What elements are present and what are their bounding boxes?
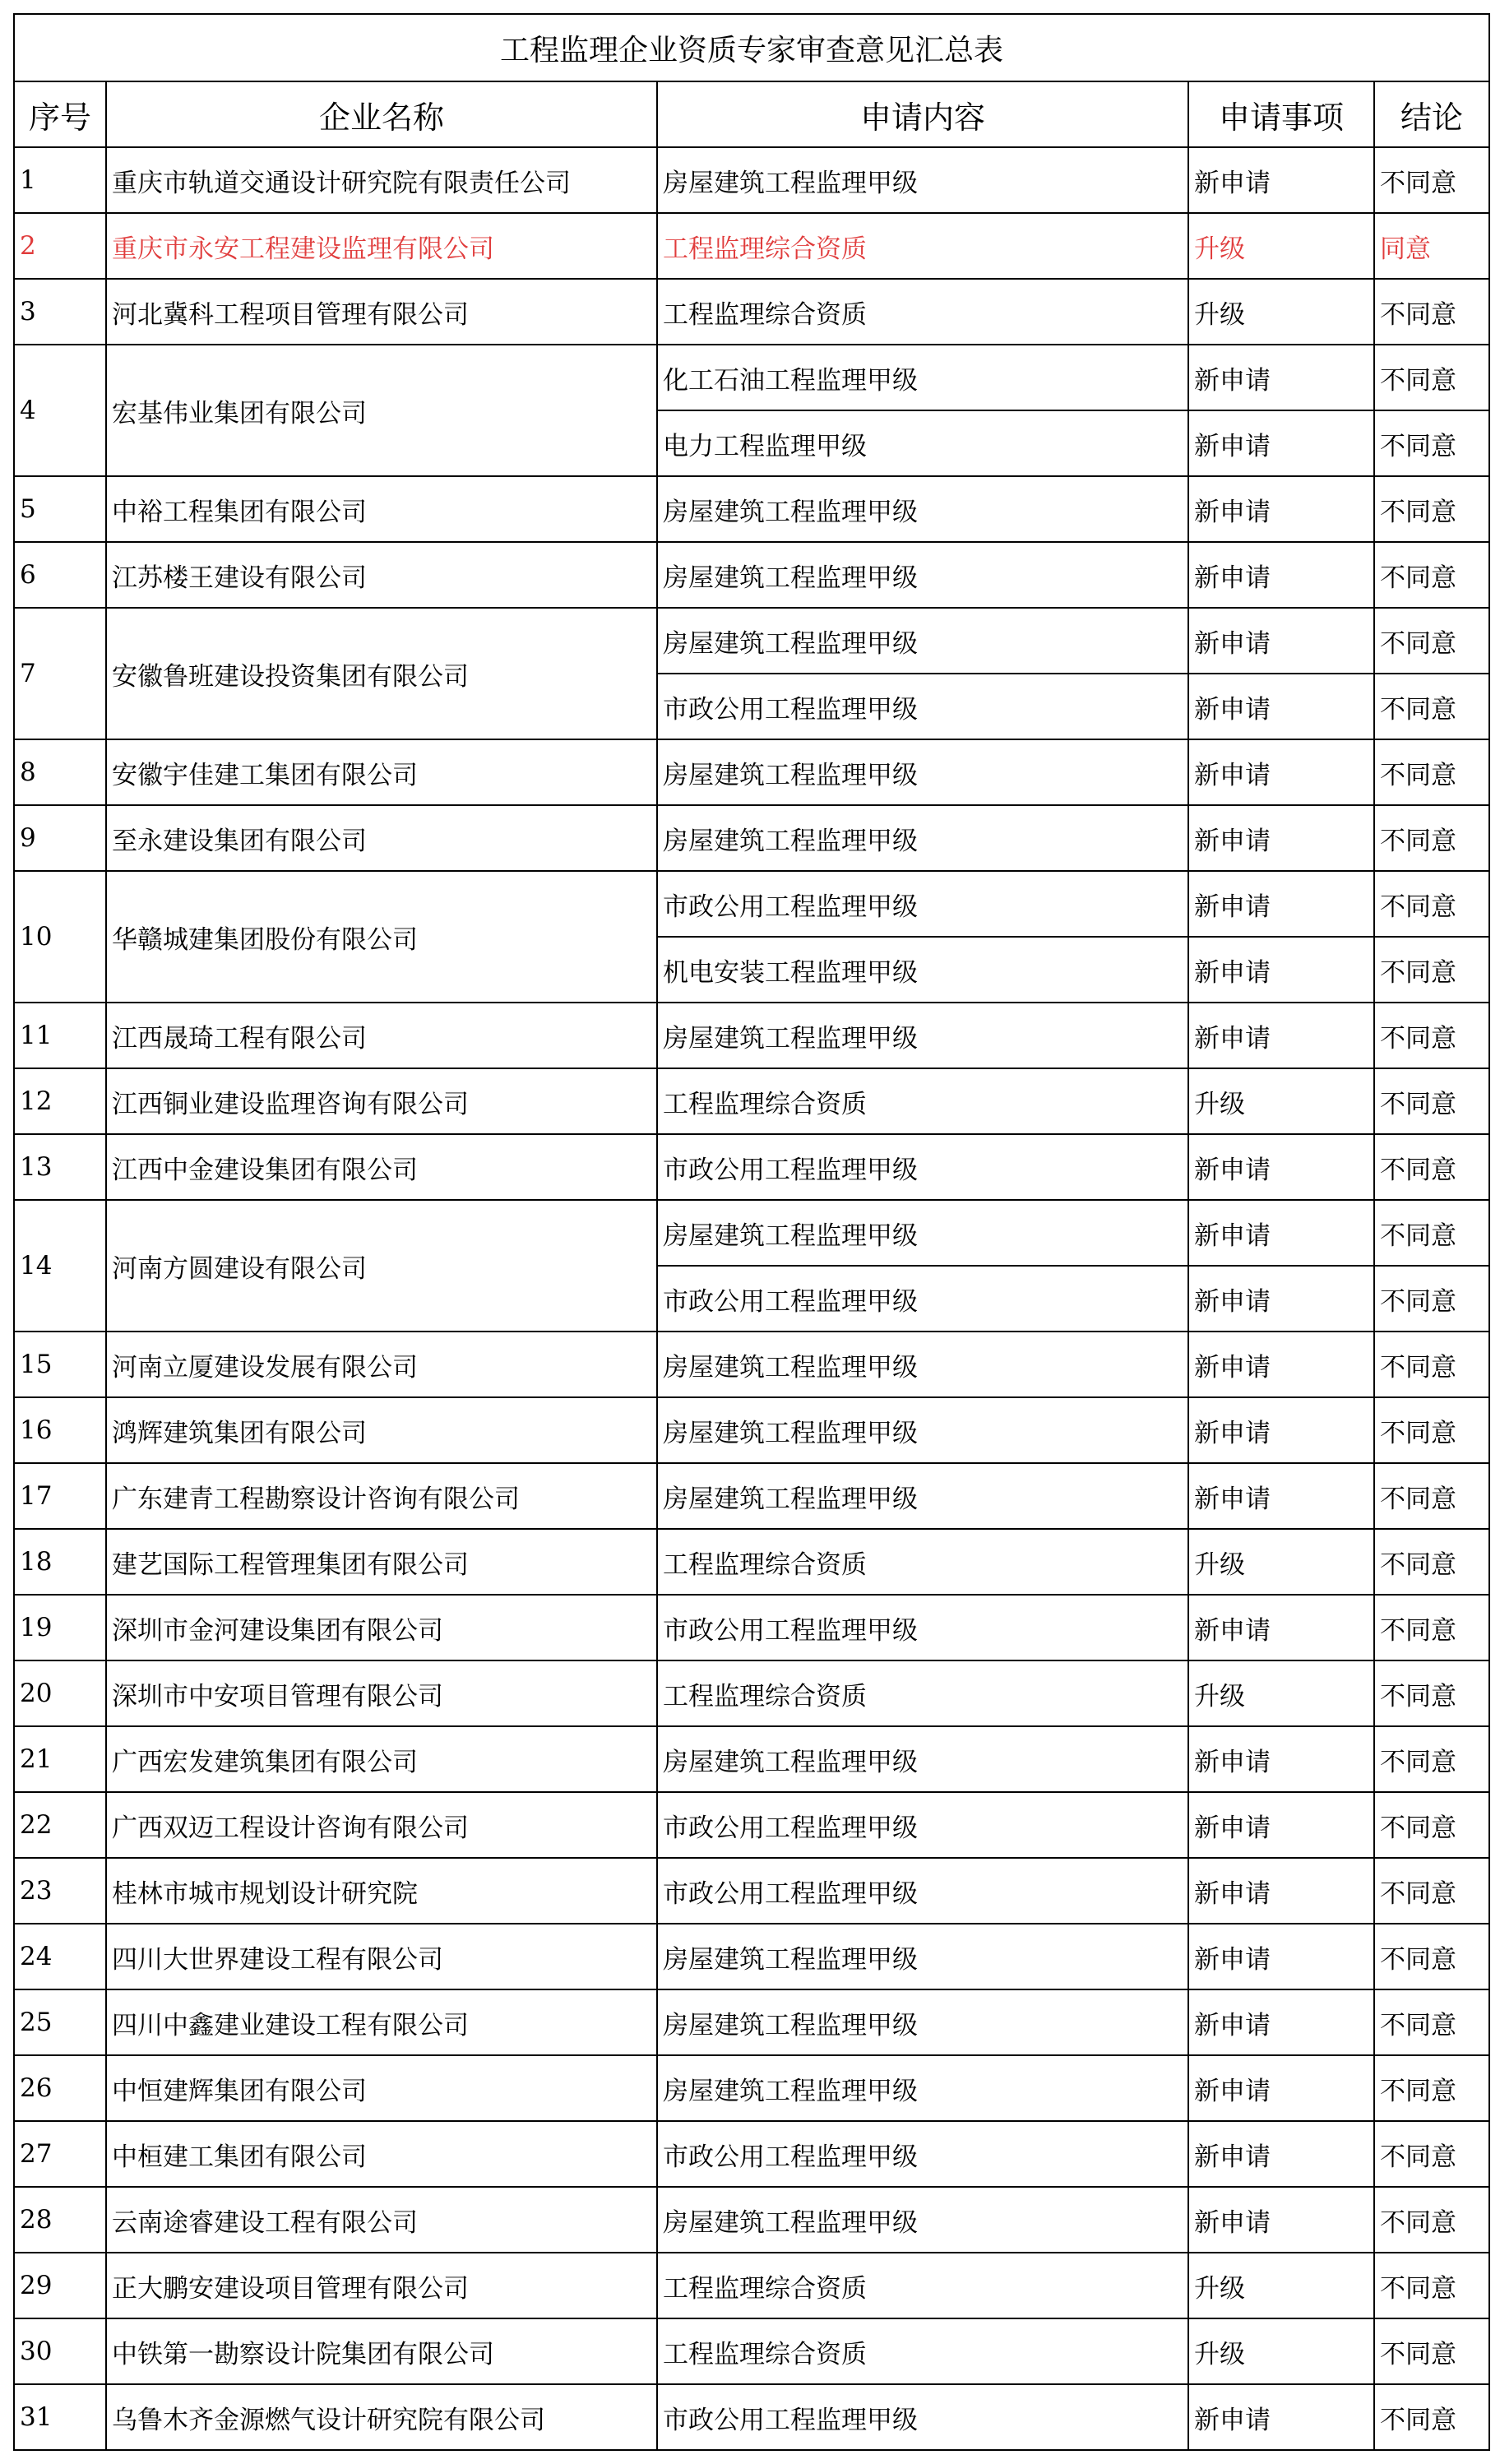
title-row <box>14 14 1489 81</box>
company-name: 深圳市金河建设集团有限公司 <box>106 1595 657 1660</box>
header-row <box>14 81 1489 147</box>
review-result: 不同意 <box>1374 1134 1489 1200</box>
application-type: 新申请 <box>1188 937 1374 1003</box>
application-content: 房屋建筑工程监理甲级 <box>657 1332 1188 1397</box>
application-content: 房屋建筑工程监理甲级 <box>657 1726 1188 1792</box>
company-name: 华赣城建集团股份有限公司 <box>106 871 657 1003</box>
review-result: 不同意 <box>1374 147 1489 213</box>
table-row <box>14 1332 1489 1397</box>
row-number: 21 <box>14 1726 106 1792</box>
application-type: 新申请 <box>1188 2384 1374 2450</box>
application-content: 机电安装工程监理甲级 <box>657 937 1188 1003</box>
review-result: 不同意 <box>1374 1397 1489 1463</box>
application-content: 房屋建筑工程监理甲级 <box>657 2055 1188 2121</box>
company-name: 中桓建工集团有限公司 <box>106 2121 657 2187</box>
review-result: 不同意 <box>1374 1529 1489 1595</box>
company-name: 桂林市城市规划设计研究院 <box>106 1858 657 1924</box>
header-result: 结论 <box>1374 81 1489 147</box>
application-content: 市政公用工程监理甲级 <box>657 1134 1188 1200</box>
review-result: 不同意 <box>1374 410 1489 476</box>
table-row <box>14 805 1489 871</box>
application-content: 市政公用工程监理甲级 <box>657 871 1188 937</box>
application-content: 房屋建筑工程监理甲级 <box>657 608 1188 674</box>
table-row <box>14 1858 1489 1924</box>
company-name: 江西铜业建设监理咨询有限公司 <box>106 1068 657 1134</box>
application-type: 新申请 <box>1188 1134 1374 1200</box>
application-type: 新申请 <box>1188 1332 1374 1397</box>
table-row <box>14 2055 1489 2121</box>
application-content: 市政公用工程监理甲级 <box>657 674 1188 739</box>
application-content: 工程监理综合资质 <box>657 279 1188 345</box>
company-name: 河北冀科工程项目管理有限公司 <box>106 279 657 345</box>
row-number: 8 <box>14 739 106 805</box>
application-type: 新申请 <box>1188 608 1374 674</box>
review-result: 不同意 <box>1374 1924 1489 1989</box>
application-content: 工程监理综合资质 <box>657 1529 1188 1595</box>
application-type: 新申请 <box>1188 1463 1374 1529</box>
row-number: 28 <box>14 2187 106 2253</box>
table-row <box>14 1924 1489 1989</box>
company-name: 建艺国际工程管理集团有限公司 <box>106 1529 657 1595</box>
application-content: 房屋建筑工程监理甲级 <box>657 1924 1188 1989</box>
review-result: 不同意 <box>1374 542 1489 608</box>
review-result: 不同意 <box>1374 2253 1489 2318</box>
application-type: 新申请 <box>1188 1924 1374 1989</box>
review-result: 不同意 <box>1374 739 1489 805</box>
header-content: 申请内容 <box>657 81 1188 147</box>
review-result: 不同意 <box>1374 1792 1489 1858</box>
application-type: 新申请 <box>1188 147 1374 213</box>
company-name: 四川中鑫建业建设工程有限公司 <box>106 1989 657 2055</box>
company-name: 江西中金建设集团有限公司 <box>106 1134 657 1200</box>
row-number: 22 <box>14 1792 106 1858</box>
table-row <box>14 871 1489 937</box>
table-row <box>14 279 1489 345</box>
table-row <box>14 1003 1489 1068</box>
table-row <box>14 1068 1489 1134</box>
review-result: 同意 <box>1374 213 1489 279</box>
company-name: 广西宏发建筑集团有限公司 <box>106 1726 657 1792</box>
application-type: 新申请 <box>1188 871 1374 937</box>
application-content: 工程监理综合资质 <box>657 1660 1188 1726</box>
application-content: 房屋建筑工程监理甲级 <box>657 1463 1188 1529</box>
company-name: 至永建设集团有限公司 <box>106 805 657 871</box>
application-content: 市政公用工程监理甲级 <box>657 2121 1188 2187</box>
row-number: 31 <box>14 2384 106 2450</box>
review-result: 不同意 <box>1374 1858 1489 1924</box>
company-name: 中裕工程集团有限公司 <box>106 476 657 542</box>
row-number: 16 <box>14 1397 106 1463</box>
application-content: 房屋建筑工程监理甲级 <box>657 1397 1188 1463</box>
table-row <box>14 2318 1489 2384</box>
application-content: 电力工程监理甲级 <box>657 410 1188 476</box>
row-number: 25 <box>14 1989 106 2055</box>
company-name: 重庆市永安工程建设监理有限公司 <box>106 213 657 279</box>
review-result: 不同意 <box>1374 476 1489 542</box>
review-result: 不同意 <box>1374 1660 1489 1726</box>
application-type: 新申请 <box>1188 476 1374 542</box>
row-number: 11 <box>14 1003 106 1068</box>
review-result: 不同意 <box>1374 2187 1489 2253</box>
application-content: 工程监理综合资质 <box>657 2253 1188 2318</box>
row-number: 14 <box>14 1200 106 1332</box>
company-name: 广西双迈工程设计咨询有限公司 <box>106 1792 657 1858</box>
review-result: 不同意 <box>1374 674 1489 739</box>
row-number: 9 <box>14 805 106 871</box>
row-number: 30 <box>14 2318 106 2384</box>
application-content: 化工石油工程监理甲级 <box>657 345 1188 410</box>
company-name: 广东建青工程勘察设计咨询有限公司 <box>106 1463 657 1529</box>
table-row <box>14 476 1489 542</box>
application-content: 房屋建筑工程监理甲级 <box>657 1003 1188 1068</box>
application-content: 市政公用工程监理甲级 <box>657 2384 1188 2450</box>
review-summary-table <box>13 13 1490 2451</box>
table-body <box>14 147 1489 2450</box>
company-name: 正大鹏安建设项目管理有限公司 <box>106 2253 657 2318</box>
header-no: 序号 <box>14 81 106 147</box>
application-type: 新申请 <box>1188 1200 1374 1266</box>
application-type: 新申请 <box>1188 674 1374 739</box>
review-result: 不同意 <box>1374 2121 1489 2187</box>
application-content: 市政公用工程监理甲级 <box>657 1792 1188 1858</box>
review-result: 不同意 <box>1374 279 1489 345</box>
review-result: 不同意 <box>1374 2055 1489 2121</box>
table-row <box>14 1792 1489 1858</box>
application-type: 升级 <box>1188 2253 1374 2318</box>
table-row <box>14 2121 1489 2187</box>
table-row <box>14 1989 1489 2055</box>
company-name: 鸿辉建筑集团有限公司 <box>106 1397 657 1463</box>
application-type: 升级 <box>1188 213 1374 279</box>
table-row <box>14 1134 1489 1200</box>
application-content: 工程监理综合资质 <box>657 213 1188 279</box>
review-result: 不同意 <box>1374 345 1489 410</box>
company-name: 云南途睿建设工程有限公司 <box>106 2187 657 2253</box>
row-number: 23 <box>14 1858 106 1924</box>
row-number: 7 <box>14 608 106 739</box>
application-type: 升级 <box>1188 2318 1374 2384</box>
company-name: 深圳市中安项目管理有限公司 <box>106 1660 657 1726</box>
application-type: 新申请 <box>1188 2187 1374 2253</box>
review-result: 不同意 <box>1374 1332 1489 1397</box>
review-result: 不同意 <box>1374 1595 1489 1660</box>
company-name: 宏基伟业集团有限公司 <box>106 345 657 476</box>
application-content: 房屋建筑工程监理甲级 <box>657 805 1188 871</box>
application-content: 房屋建筑工程监理甲级 <box>657 542 1188 608</box>
table-row <box>14 2253 1489 2318</box>
application-content: 市政公用工程监理甲级 <box>657 1266 1188 1332</box>
review-result: 不同意 <box>1374 871 1489 937</box>
application-content: 市政公用工程监理甲级 <box>657 1858 1188 1924</box>
application-type: 新申请 <box>1188 805 1374 871</box>
table-row <box>14 2187 1489 2253</box>
application-type: 新申请 <box>1188 410 1374 476</box>
review-result: 不同意 <box>1374 1989 1489 2055</box>
application-content: 房屋建筑工程监理甲级 <box>657 1989 1188 2055</box>
company-name: 江西晟琦工程有限公司 <box>106 1003 657 1068</box>
row-number: 27 <box>14 2121 106 2187</box>
review-result: 不同意 <box>1374 2318 1489 2384</box>
application-content: 工程监理综合资质 <box>657 2318 1188 2384</box>
company-name: 安徽宇佳建工集团有限公司 <box>106 739 657 805</box>
row-number: 4 <box>14 345 106 476</box>
row-number: 12 <box>14 1068 106 1134</box>
table-row <box>14 345 1489 410</box>
application-type: 新申请 <box>1188 2055 1374 2121</box>
company-name: 河南立厦建设发展有限公司 <box>106 1332 657 1397</box>
company-name: 河南方圆建设有限公司 <box>106 1200 657 1332</box>
application-type: 新申请 <box>1188 1858 1374 1924</box>
table-row <box>14 542 1489 608</box>
row-number: 20 <box>14 1660 106 1726</box>
table-row <box>14 147 1489 213</box>
application-type: 新申请 <box>1188 739 1374 805</box>
company-name: 四川大世界建设工程有限公司 <box>106 1924 657 1989</box>
table-row <box>14 1200 1489 1266</box>
row-number: 19 <box>14 1595 106 1660</box>
company-name: 安徽鲁班建设投资集团有限公司 <box>106 608 657 739</box>
company-name: 重庆市轨道交通设计研究院有限责任公司 <box>106 147 657 213</box>
review-result: 不同意 <box>1374 1068 1489 1134</box>
application-type: 新申请 <box>1188 1397 1374 1463</box>
application-type: 新申请 <box>1188 1989 1374 2055</box>
row-number: 15 <box>14 1332 106 1397</box>
table-row <box>14 213 1489 279</box>
application-type: 新申请 <box>1188 2121 1374 2187</box>
table-row <box>14 1595 1489 1660</box>
application-type: 新申请 <box>1188 1792 1374 1858</box>
header-company: 企业名称 <box>106 81 657 147</box>
review-result: 不同意 <box>1374 937 1489 1003</box>
application-content: 房屋建筑工程监理甲级 <box>657 147 1188 213</box>
row-number: 18 <box>14 1529 106 1595</box>
company-name: 中恒建辉集团有限公司 <box>106 2055 657 2121</box>
table-row <box>14 1726 1489 1792</box>
row-number: 2 <box>14 213 106 279</box>
review-result: 不同意 <box>1374 1726 1489 1792</box>
application-content: 工程监理综合资质 <box>657 1068 1188 1134</box>
row-number: 17 <box>14 1463 106 1529</box>
row-number: 29 <box>14 2253 106 2318</box>
table-title: 工程监理企业资质专家审查意见汇总表 <box>14 14 1489 81</box>
review-result: 不同意 <box>1374 1463 1489 1529</box>
company-name: 中铁第一勘察设计院集团有限公司 <box>106 2318 657 2384</box>
table-row <box>14 1529 1489 1595</box>
application-type: 新申请 <box>1188 1726 1374 1792</box>
application-type: 新申请 <box>1188 1595 1374 1660</box>
review-result: 不同意 <box>1374 805 1489 871</box>
application-content: 房屋建筑工程监理甲级 <box>657 1200 1188 1266</box>
row-number: 5 <box>14 476 106 542</box>
table-row <box>14 1397 1489 1463</box>
row-number: 3 <box>14 279 106 345</box>
review-result: 不同意 <box>1374 2384 1489 2450</box>
application-type: 升级 <box>1188 279 1374 345</box>
application-type: 升级 <box>1188 1529 1374 1595</box>
review-result: 不同意 <box>1374 1200 1489 1266</box>
application-content: 市政公用工程监理甲级 <box>657 1595 1188 1660</box>
application-type: 新申请 <box>1188 1003 1374 1068</box>
application-content: 房屋建筑工程监理甲级 <box>657 739 1188 805</box>
row-number: 1 <box>14 147 106 213</box>
application-type: 新申请 <box>1188 542 1374 608</box>
application-type: 新申请 <box>1188 345 1374 410</box>
table-row <box>14 2384 1489 2450</box>
row-number: 13 <box>14 1134 106 1200</box>
row-number: 26 <box>14 2055 106 2121</box>
application-content: 房屋建筑工程监理甲级 <box>657 476 1188 542</box>
table-row <box>14 739 1489 805</box>
application-type: 升级 <box>1188 1660 1374 1726</box>
application-content: 房屋建筑工程监理甲级 <box>657 2187 1188 2253</box>
review-result: 不同意 <box>1374 608 1489 674</box>
table-row <box>14 1463 1489 1529</box>
row-number: 24 <box>14 1924 106 1989</box>
review-result: 不同意 <box>1374 1266 1489 1332</box>
application-type: 新申请 <box>1188 1266 1374 1332</box>
review-result: 不同意 <box>1374 1003 1489 1068</box>
table-row <box>14 608 1489 674</box>
header-type: 申请事项 <box>1188 81 1374 147</box>
company-name: 江苏楼王建设有限公司 <box>106 542 657 608</box>
company-name: 乌鲁木齐金源燃气设计研究院有限公司 <box>106 2384 657 2450</box>
table-row <box>14 1660 1489 1726</box>
row-number: 6 <box>14 542 106 608</box>
row-number: 10 <box>14 871 106 1003</box>
application-type: 升级 <box>1188 1068 1374 1134</box>
